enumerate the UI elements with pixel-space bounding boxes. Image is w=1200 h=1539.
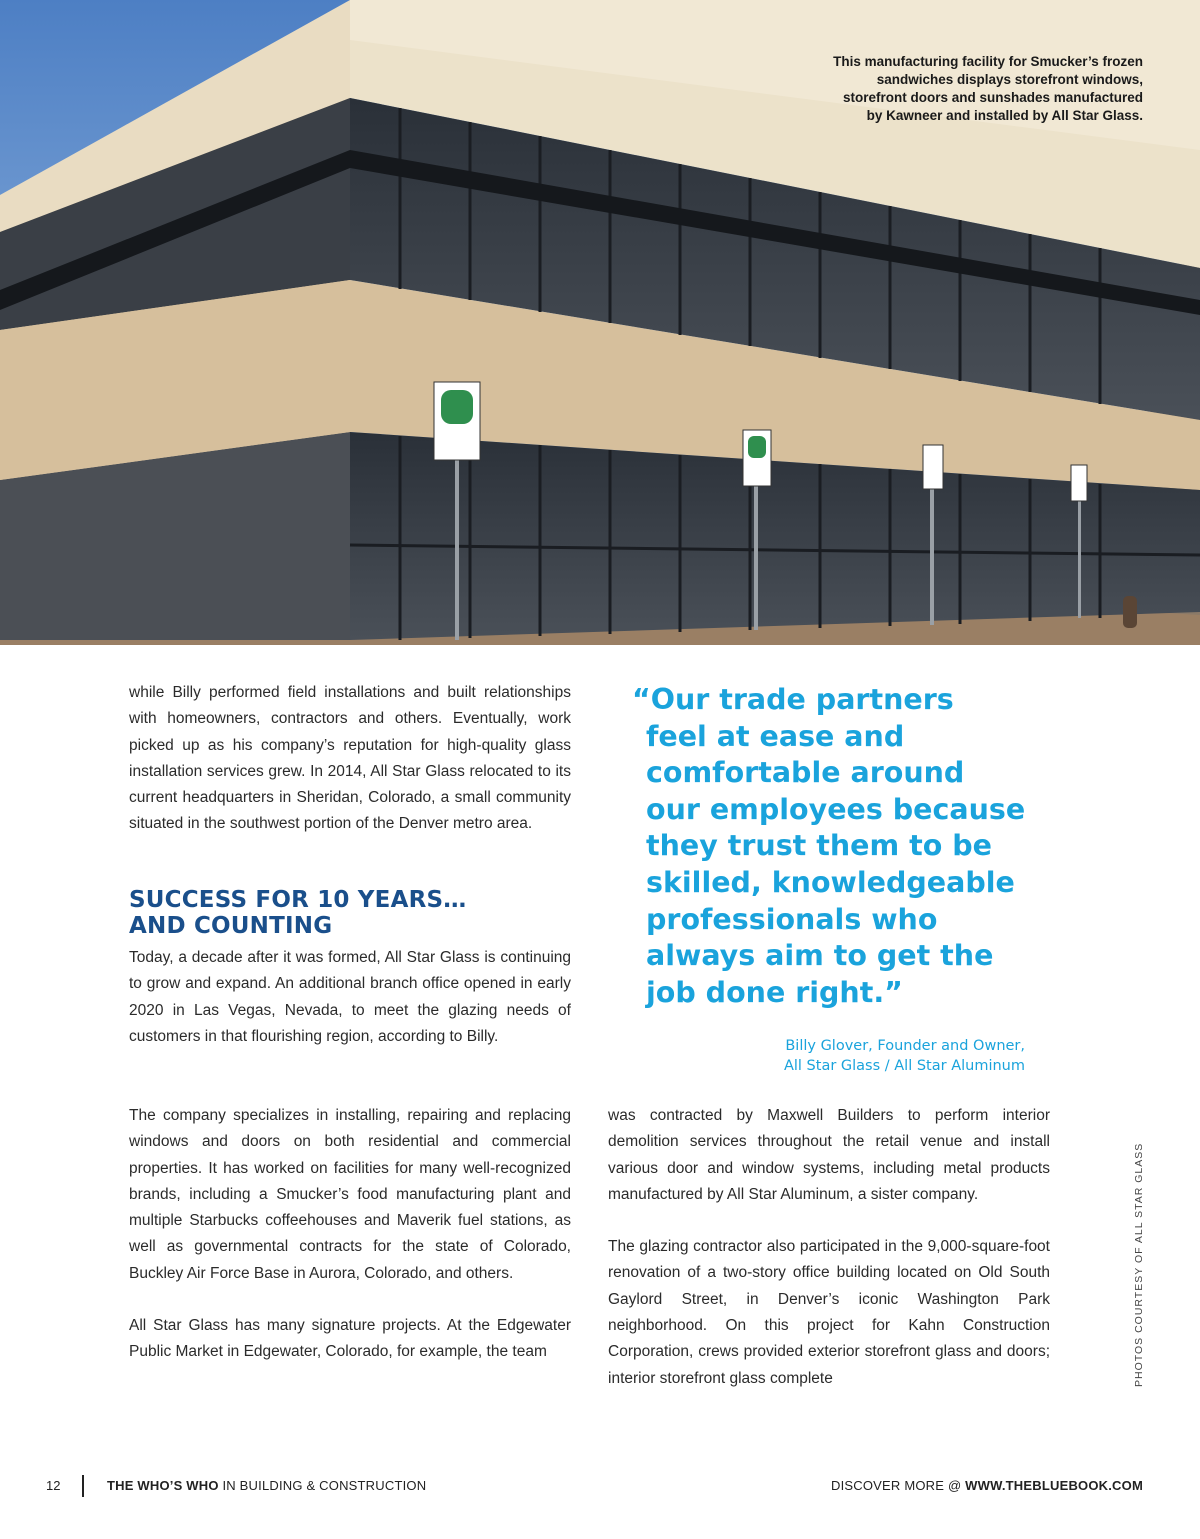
hero-photo	[0, 0, 1200, 645]
photo-credit: PHOTOS COURTESY OF ALL STAR GLASS	[1133, 1142, 1145, 1387]
heading-line-1: SUCCESS FOR 10 YEARS…	[129, 887, 467, 913]
quote-attribution	[784, 1036, 1025, 1076]
quote-line: always aim to get the	[646, 939, 994, 973]
page-footer	[0, 1475, 1200, 1499]
paragraph: All Star Glass has many signature projects. At the Edgewater Public Market in Edgewater, Colorado, for example, the team	[129, 1317, 571, 1361]
paragraph: The company specializes in installing, repairing and replacing windows and doors on both residential and commercial properties. It has worked on facilities for many well-recognized brands, including a Smucker’s food manufacturing plant and multiple Starbucks coffeehouses and Maverik fuel stations, as well as governmental contracts for the state of Colorado, Buckley Air Force Base in Aurora, Colorado, and others.	[129, 1107, 571, 1282]
page-number: 12	[46, 1478, 61, 1493]
section-heading	[129, 887, 571, 939]
article-left-mid	[129, 945, 571, 1050]
attribution-line-1: Billy Glover, Founder and Owner,	[785, 1038, 1025, 1054]
quote-line: they trust them to be	[646, 829, 992, 863]
quote-line: professionals who	[646, 902, 938, 936]
article-left-bottom	[129, 1103, 571, 1366]
quote-line: our employees because	[646, 792, 1026, 826]
quote-line: skilled, knowledgeable	[646, 865, 1015, 899]
footer-divider	[82, 1475, 84, 1497]
quote-line: “Our trade partners	[632, 683, 954, 716]
article-right-bottom	[608, 1103, 1050, 1392]
quote-line: feel at ease and	[646, 719, 905, 753]
paragraph: was contracted by Maxwell Builders to perform interior demolition services throughout the retail venue and install various door and window systems, including metal products manufactured by All Star Aluminum, a sister company.	[608, 1107, 1050, 1203]
pull-quote	[632, 682, 1052, 1011]
article-left-top	[129, 680, 571, 838]
paragraph: while Billy performed field installations and built relationships with homeowners, contractors and others. Eventually, work picked up as his company’s reputation for high-quality glass installation services grew. In 2014, All Star Glass relocated to its current headquarters in Sheridan, Colorado, a small community situated in the southwest portion of the Denver metro area.	[129, 684, 571, 833]
quote-line: comfortable around	[646, 756, 965, 790]
publication-title-rest: IN BUILDING & CONSTRUCTION	[218, 1478, 427, 1493]
discover-prefix: DISCOVER MORE @	[831, 1478, 966, 1493]
publication-title-bold: THE WHO’S WHO	[107, 1478, 219, 1493]
website-link[interactable]: WWW.THEBLUEBOOK.COM	[965, 1478, 1143, 1493]
paragraph: The glazing contractor also participated in the 9,000-square-foot renovation of a two-story office building located on Old South Gaylord Street, in Denver’s iconic Washington Park neighborhood. On this project for Kahn Construction Corporation, crews provided exterior storefront glass and doors; interior storefront glass complete	[608, 1238, 1050, 1387]
discover-more	[831, 1478, 1143, 1493]
paragraph: Today, a decade after it was formed, All Star Glass is continuing to grow and expand. An additional branch office opened in early 2020 in Las Vegas, Nevada, to meet the glazing needs of customers in that flourishing region, according to Billy.	[129, 949, 571, 1045]
attribution-line-2: All Star Glass / All Star Aluminum	[783, 1058, 1025, 1074]
quote-line: job done right.”	[646, 975, 903, 1009]
heading-line-2: AND COUNTING	[129, 913, 333, 939]
publication-title	[107, 1478, 426, 1493]
photo-caption: This manufacturing facility for Smucker’s frozen sandwiches displays storefront windows, storefront doors and sunshades manufactured by Kawneer and installed by All Star Glass.	[833, 54, 1143, 123]
